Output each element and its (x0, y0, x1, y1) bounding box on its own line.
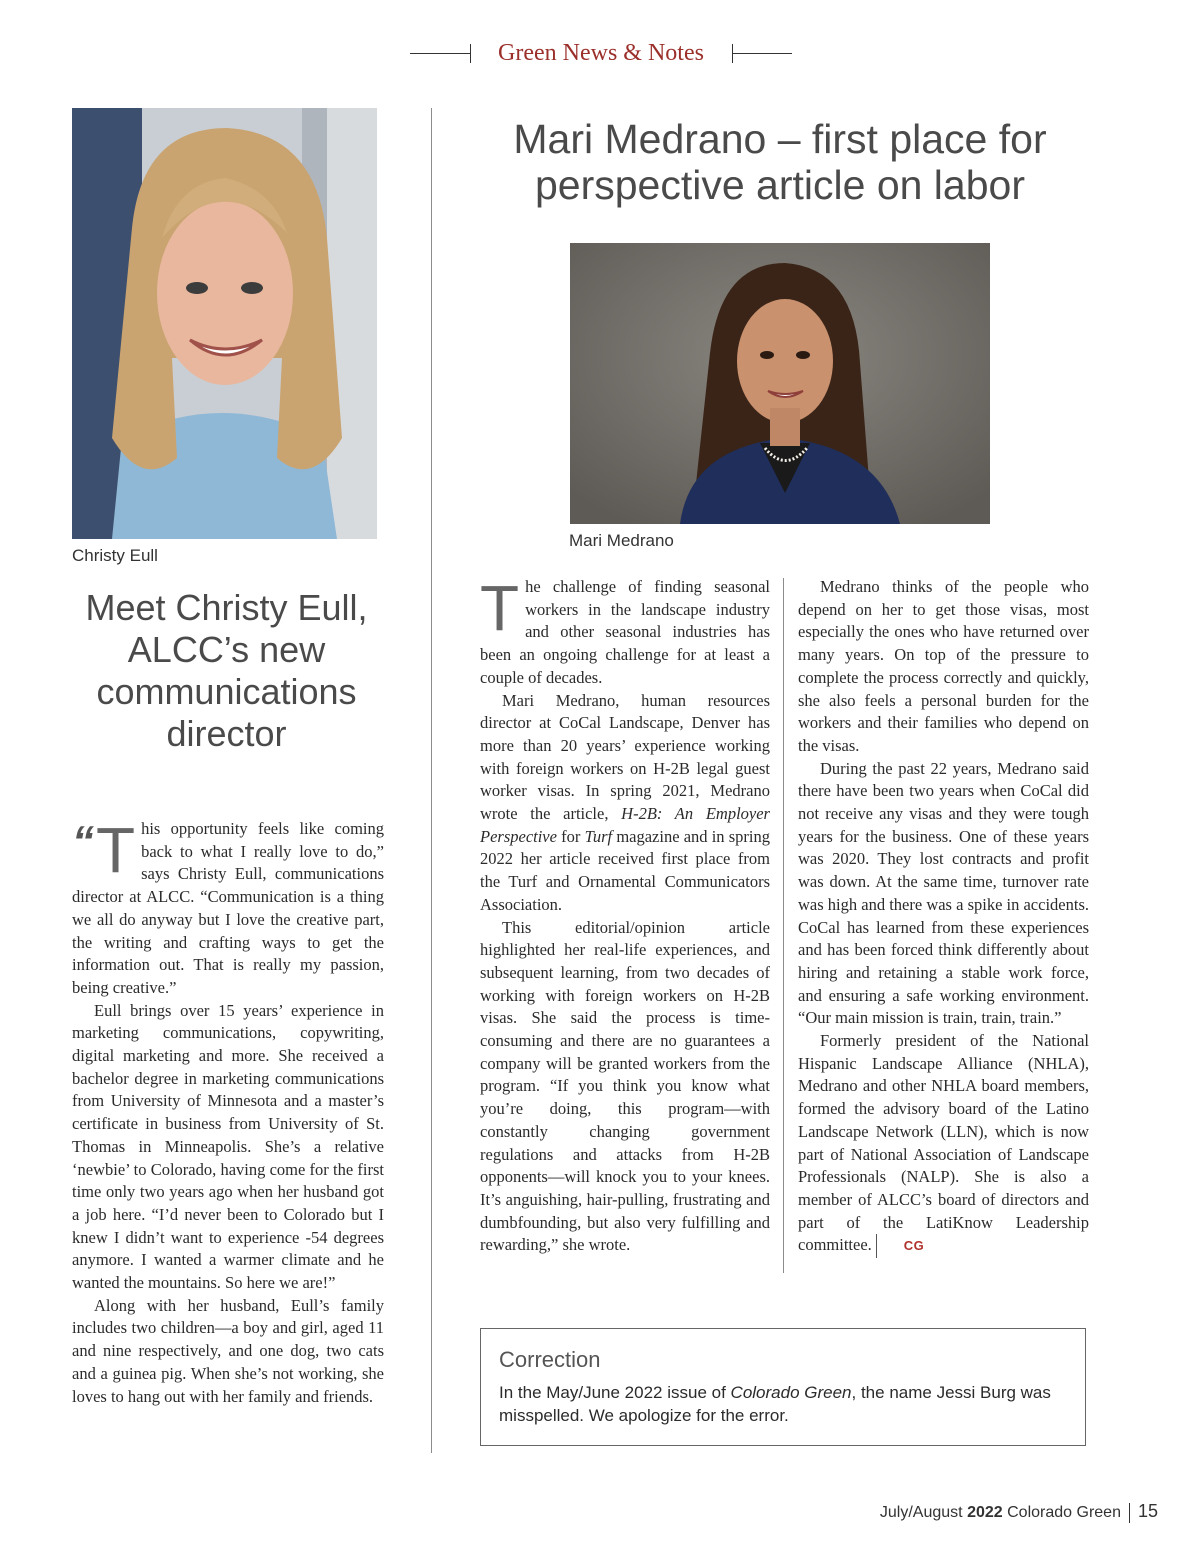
main-article-headline: Mari Medrano – first place for perspective article on labor (513, 116, 1047, 208)
correction-text-b: , the name Jessi Burg was misspelled. We apologize for the error. (499, 1383, 1051, 1425)
cg-end-mark (876, 1234, 925, 1258)
main-paragraph-1 (480, 572, 770, 690)
correction-text-a: In the May/June 2022 issue of (499, 1383, 731, 1402)
magazine-name: Turf (584, 826, 613, 846)
left-article-body (72, 814, 384, 1408)
main-paragraph-6 (798, 1030, 1089, 1258)
main-paragraph-2 (480, 690, 770, 917)
left-dropcap: T (96, 814, 136, 886)
main-dropcap: T (480, 572, 520, 644)
main-paragraph-1-text: he challenge of finding seasonal workers in the landscape industry and other seasonal industries has been an ongoing challenge for at least a couple of decades. (480, 577, 770, 687)
header-rule-left (410, 53, 470, 54)
left-paragraph-2: Eull brings over 15 years’ experience in marketing communications, copywriting, digital marketing and more. She received a bachelor degree in marketing communications from University of Minnesota and a master’s certificate in business from University of St. Thomas in Minneapolis. She’s a relative ‘newbie’ to Colorado, having come for the first time only two years ago when her husband got a job here. “I’d never been to Colorado but I knew I didn’t want to experience -54 degrees anymore. I wanted a warmer climate and he wanted the mountains. So here we are!” (72, 1000, 384, 1293)
article-title: H-2B: An Employer Perspective (480, 804, 770, 846)
mari-photo-caption: Mari Medrano (569, 531, 674, 550)
correction-magazine: Colorado Green (730, 1383, 852, 1402)
body-column-divider (783, 578, 784, 1273)
footer-issue: July/August (879, 1504, 963, 1521)
left-paragraph-1 (72, 814, 384, 1000)
main-paragraph-2-text-a: Mari Medrano, human resources director at CoCal Landscape, Denver has more than 20 years’ experience working with foreign workers on H-2B legal guest worker visas. In spring 2021, Medrano wrote the article, (480, 690, 770, 824)
page-footer (880, 1500, 1158, 1524)
main-paragraph-4: Medrano thinks of the people who depend on her to get those visas, most especially the ones who have returned over many years. On top of the pressure to complete the process correctly and quickly, she also feels a personal burden for the workers and their families who depend on the visas. (798, 577, 1089, 755)
main-paragraph-6-text: Formerly president of the National Hispanic Landscape Alliance (NHLA), Medrano and other NHLA board members, formed the advisory board of the Latino Landscape Network (LLN), which is now part of National Association of Landscape Professionals (NALP). She is also a member of ALCC’s board of directors and part of the LatiKnow Leadership committee. (798, 1031, 1089, 1255)
header-rule-right (732, 53, 792, 54)
quote-mark: “ (72, 817, 94, 866)
left-article-headline: Meet Christy Eull, ALCC’s new communications director (85, 587, 368, 754)
section-header (410, 38, 792, 70)
column-divider (431, 108, 432, 1453)
correction-box (480, 1328, 1086, 1446)
correction-text (499, 1381, 1067, 1427)
christy-photo-caption: Christy Eull (72, 546, 158, 565)
left-paragraph-3: Along with her husband, Eull’s family includes two children—a boy and girl, aged 11 and nine respectively, and one dog, two cats and a guinea pig. When she’s not working, she loves to hang out with her family and friends. (72, 1295, 384, 1406)
cg-logo-icon: CG (903, 1238, 925, 1254)
section-title: Green News & Notes (498, 40, 704, 66)
main-article-column-2 (798, 576, 1089, 1258)
left-paragraph-1-text: his opportunity feels like coming back to what I really love to do,” says Christy Eull, communications director at ALCC. “Communication is a thing we all do anyway but I love the creative part, the writing and crafting ways to get the information out. That is really my passion, being creative.” (72, 819, 384, 997)
main-paragraph-2-text-b: for (556, 826, 585, 846)
main-article-column-1 (480, 572, 770, 1257)
mari-medrano-photo (570, 243, 990, 524)
christy-eull-photo (72, 108, 377, 539)
main-paragraph-2-text-c: magazine and in spring 2022 her article received first place from the Turf and Ornamental Communicators Association. (480, 826, 770, 914)
footer-year: 2022 (967, 1504, 1003, 1521)
correction-title: Correction (499, 1347, 601, 1372)
main-paragraph-3: This editorial/opinion article highlighted her real-life experiences, and subsequent learning, from two decades of working with foreign workers on H-2B visas. She said the process is time-consuming and there are no guarantees a company will be granted workers from the program. “If you think you know what you’re doing, this program—with constantly changing government regulations and attacks from H-2B opponents—will knock you to your knees. It’s anguishing, hair-pulling, frustrating and dumbfounding, but also very fulfilling and rewarding,” she wrote. (480, 917, 770, 1255)
header-tick-left (470, 44, 471, 63)
footer-separator (1129, 1503, 1130, 1523)
main-paragraph-5: During the past 22 years, Medrano said there have been two years when CoCal did not receive any visas and they were tough years for the business. One of these years was 2020. They lost contracts and profit was down. At the same time, turnover rate was high and there was a spike in accidents. CoCal has learned from these experiences and has been forced think differently about hiring and retaining a stable work force, and ensuring a safe working environment. “Our main mission is train, train, train.” (798, 758, 1089, 1028)
page-number: 15 (1137, 1501, 1158, 1521)
footer-magazine: Colorado Green (1007, 1504, 1121, 1521)
